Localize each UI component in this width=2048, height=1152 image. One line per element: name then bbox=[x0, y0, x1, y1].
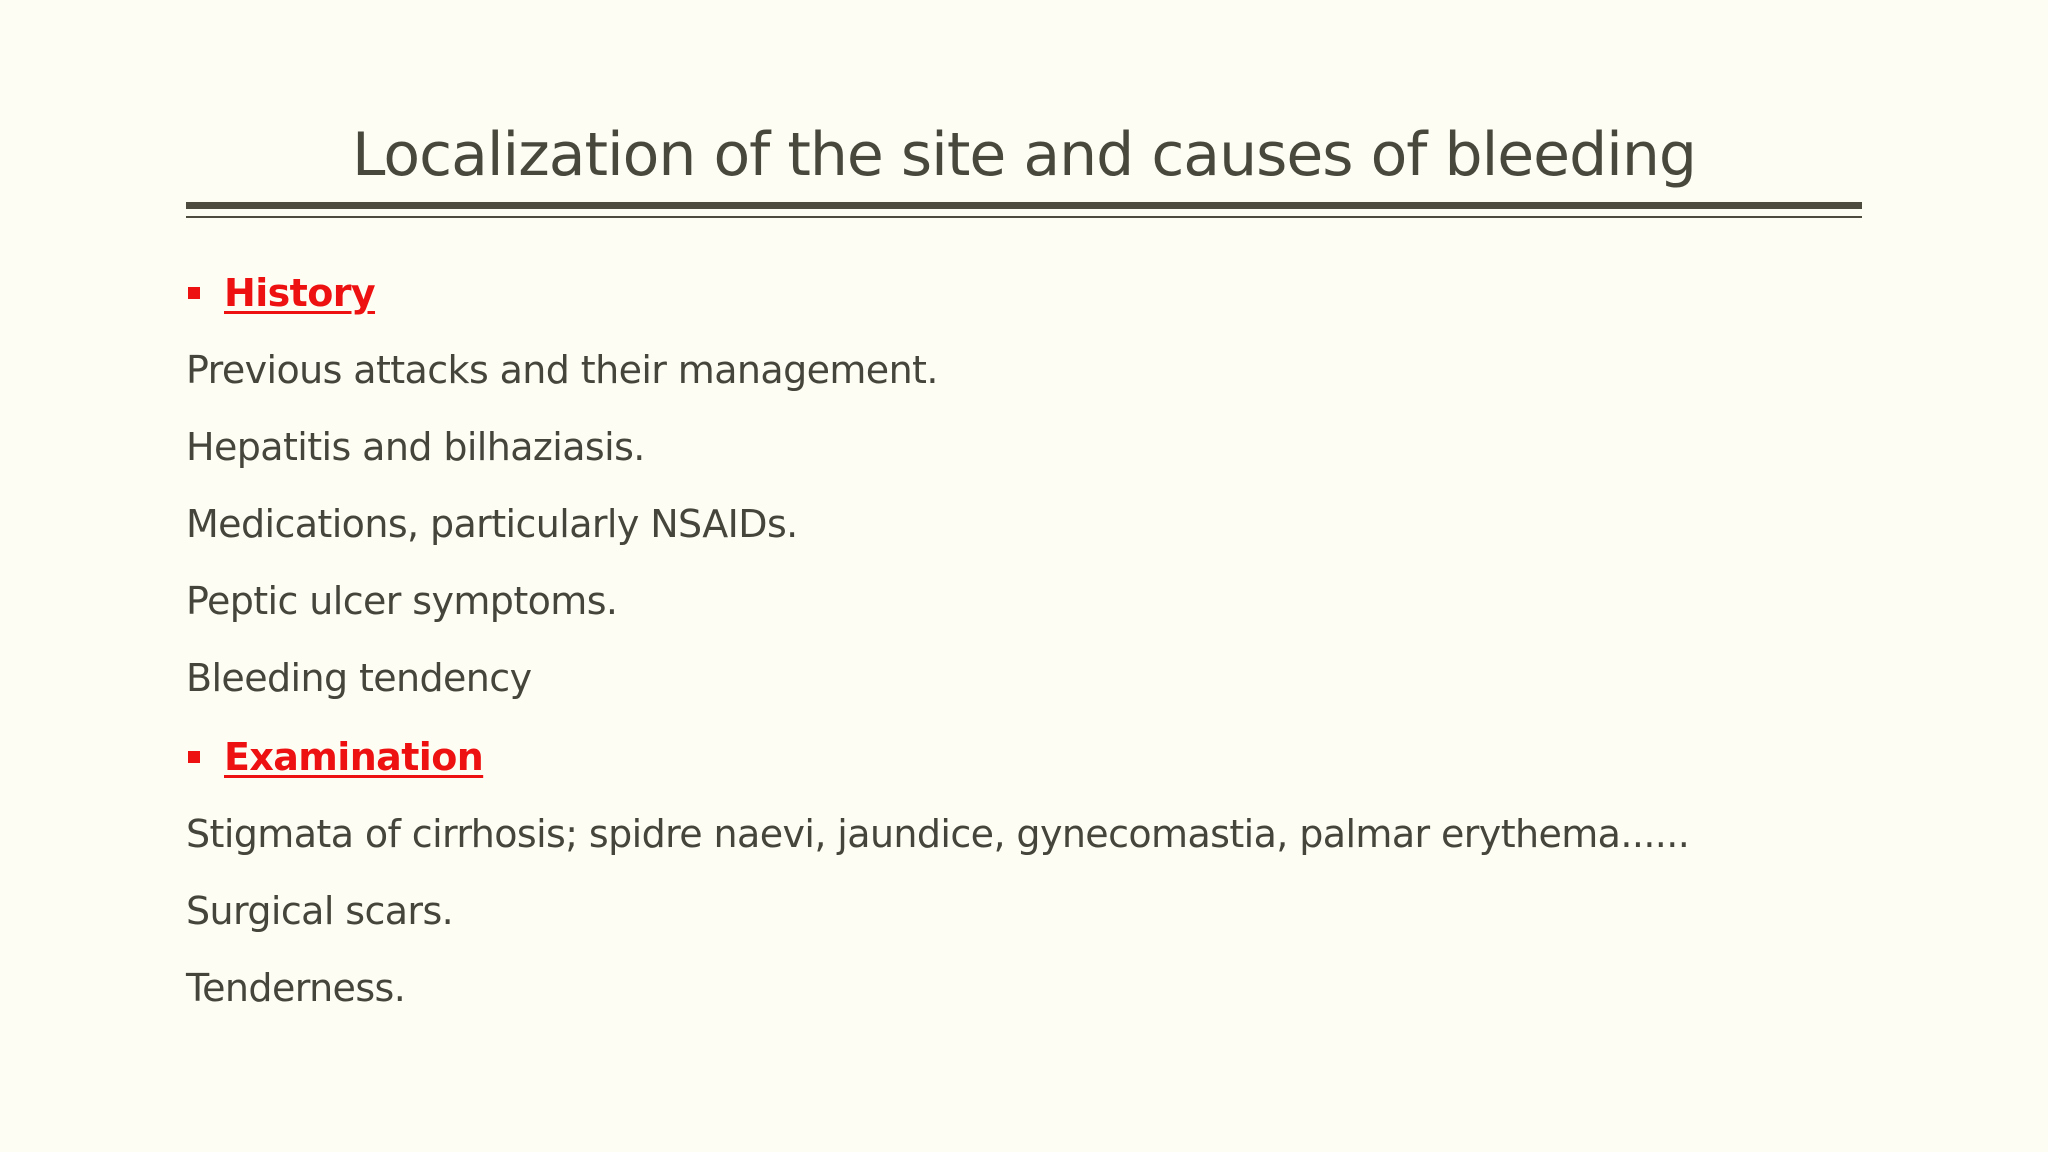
list-item: Medications, particularly NSAIDs. bbox=[186, 502, 798, 546]
list-item: Peptic ulcer symptoms. bbox=[186, 579, 618, 623]
section-heading-label: History bbox=[224, 271, 376, 315]
title-underline-thick bbox=[186, 202, 1862, 209]
list-item: Surgical scars. bbox=[186, 889, 454, 933]
list-item: Previous attacks and their management. bbox=[186, 348, 938, 392]
section-heading-history bbox=[186, 269, 375, 317]
title-underline-thin bbox=[186, 216, 1862, 218]
section-heading-label: Examination bbox=[224, 735, 484, 779]
square-bullet-icon bbox=[188, 751, 200, 763]
list-item: Stigmata of cirrhosis; spidre naevi, jaundice, gynecomastia, palmar erythema...... bbox=[186, 812, 1690, 856]
slide-title: Localization of the site and causes of bleeding bbox=[352, 120, 1696, 190]
list-item: Hepatitis and bilhaziasis. bbox=[186, 425, 645, 469]
section-heading-examination bbox=[186, 733, 483, 781]
list-item: Bleeding tendency bbox=[186, 656, 532, 700]
list-item: Tenderness. bbox=[186, 966, 406, 1010]
square-bullet-icon bbox=[188, 287, 200, 299]
